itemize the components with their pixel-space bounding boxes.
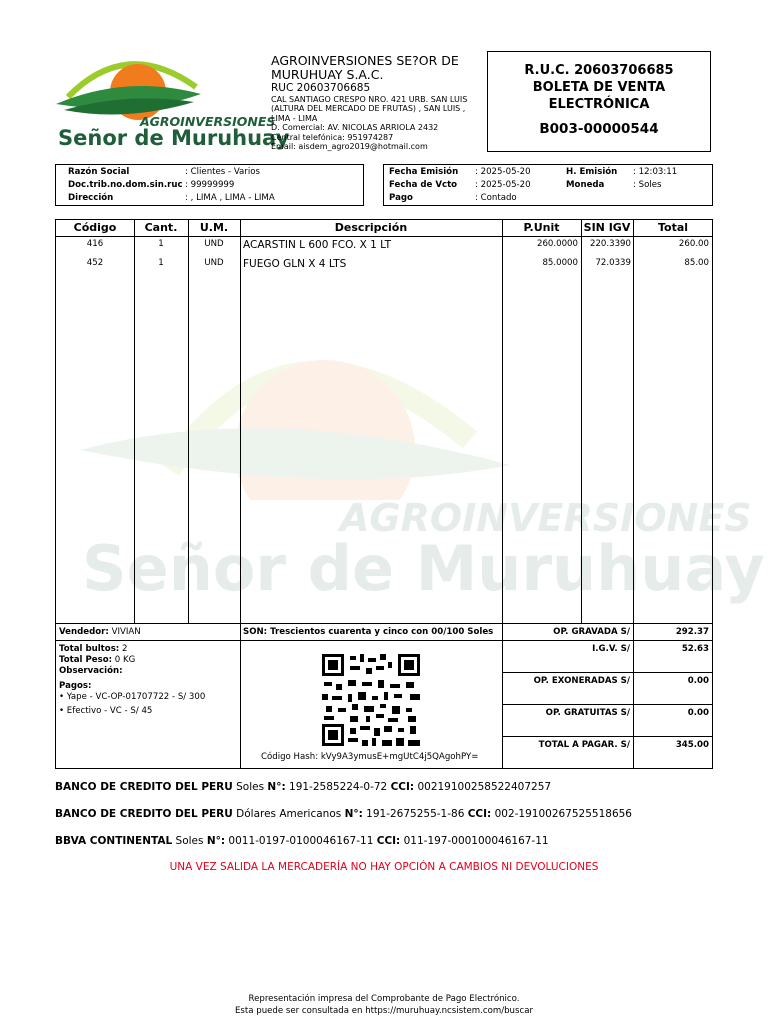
peso-label: Total Peso: [59,655,113,665]
client-box [55,164,364,206]
bank-cci-label: CCI: [467,808,492,820]
row-descripcion: FUEGO GLN X 4 LTS [243,258,347,270]
vendedor-label: Vendedor: [59,627,109,637]
document-number: B003-00000544 [539,121,659,137]
bank-n-label: N°: [206,835,226,847]
bank-currency: Soles [236,781,265,793]
bank-name: BBVA CONTINENTAL [55,835,173,847]
vendedor [59,627,141,637]
watermark-text-line2: Señor de Muruhuay [82,532,765,605]
amount-in-words: SON: Trescientos cuarenta y cinco con 00/100 Soles [243,627,494,637]
vendedor-value: VIVIAN [111,627,141,637]
bank-cci: 002-19100267525518656 [494,808,632,820]
items-table [55,219,713,624]
logo-text-line2: Señor de Muruhuay [58,126,290,150]
hora-emision-value: : 12:03:11 [633,167,678,177]
row-codigo: 416 [86,239,104,249]
row-punit: 85.0000 [542,258,578,268]
op-exoneradas-value: 0.00 [687,676,709,686]
razon-label: Razón Social [68,167,130,177]
footer-line2: Esta puede ser consultada en https://muruhuay.ncsistem.com/buscar [234,1006,534,1016]
row-punit: 260.0000 [536,239,578,249]
logo-text-line1: AGROINVERSIONES [140,114,276,129]
company-info [271,54,486,151]
company-phone: Central telefónica: 951974287 [271,132,394,142]
document-type-line2: ELECTRÓNICA [548,97,650,112]
total-pagar-value: 345.00 [675,740,709,750]
header-codigo: Código [73,221,117,234]
bank-cci-label: CCI: [390,781,415,793]
company-logo [56,52,290,152]
bank-currency: Dólares Americanos [236,808,342,820]
row-um: UND [204,239,224,249]
bank-n-label: N°: [344,808,363,820]
bultos-value: 2 [121,644,128,654]
igv-value: 52.63 [681,644,709,654]
header-punit: P.Unit [523,221,560,234]
op-gratuitas-value: 0.00 [687,708,709,718]
codigo-hash: Código Hash: kVy9A3ymusE+mgUtC4j5QAgohPY= [261,752,479,762]
footer-line1: Representación impresa del Comprobante de Pago Electrónico. [248,994,520,1004]
fecha-emision-label: Fecha Emisión [389,167,459,177]
dates-box [383,164,713,206]
moneda-label: Moneda [566,180,605,190]
total-pagar-label: TOTAL A PAGAR. S/ [538,740,630,750]
bank-account: 0011-0197-0100046167-11 [228,835,374,847]
document-type-line1: BOLETA DE VENTA [532,80,666,95]
row-total: 260.00 [678,239,709,249]
document-ruc: R.U.C. 20603706685 [524,63,674,78]
row-cant: 1 [158,258,164,268]
bank-cci: 00219100258522407257 [417,781,552,793]
document-box [487,51,711,152]
bank-name: BANCO DE CREDITO DEL PERU [55,781,233,793]
bank-name: BANCO DE CREDITO DEL PERU [55,808,233,820]
row-um: UND [204,258,224,268]
direccion-label: Dirección [68,193,114,203]
header-sin-igv: SIN IGV [583,221,631,234]
row-sin-igv: 72.0339 [595,258,631,268]
bank-account: 191-2675255-1-86 [366,808,465,820]
company-name: AGROINVERSIONES SE?OR DE MURUHUAY S.A.C. [271,53,459,82]
razon-value: : Clientes - Varios [185,167,260,177]
header-cant: Cant. [144,221,178,234]
header-um: U.M. [199,221,229,234]
pago-label: Pago [389,193,413,203]
company-email: Email: aisdem_agro2019@hotmail.com [271,142,428,152]
company-commercial-address: D. Comercial: AV. NICOLAS ARRIOLA 2432 [271,123,439,133]
row-total: 85.00 [684,258,709,268]
warning-text: UNA VEZ SALIDA LA MERCADERÍA NO HAY OPCIÓN A CAMBIOS NI DEVOLUCIONES [169,861,599,873]
qr-code [322,654,420,746]
bank-account: 191-2585224-0-72 [289,781,388,793]
footer [0,993,768,1017]
bank-line [55,835,549,847]
header-total: Total [657,221,689,234]
header-descripcion: Descripción [334,221,408,234]
moneda-value: : Soles [633,180,662,190]
row-codigo: 452 [86,258,104,268]
pagos-label: Pagos: [59,681,92,691]
hora-emision-label: H. Emisión [566,167,618,177]
fecha-vcto-label: Fecha de Vcto [389,180,458,190]
row-descripcion: ACARSTIN L 600 FCO. X 1 LT [243,239,391,251]
doc-label: Doc.trib.no.dom.sin.ruc [68,180,183,190]
company-address: CAL SANTIAGO CRESPO NRO. 421 URB. SAN LUIS (ALTURA DEL MERCADO DE FRUTAS) , SAN LUIS , LIMA - LIMA [271,95,468,123]
op-exoneradas-label: OP. EXONERADAS S/ [533,676,630,686]
fecha-vcto-value: : 2025-05-20 [475,180,531,190]
total-bultos [59,644,127,654]
bank-n-label: N°: [267,781,286,793]
company-ruc: RUC 20603706685 [271,82,371,94]
fecha-emision-value: : 2025-05-20 [475,167,531,177]
row-sin-igv: 220.3390 [589,239,631,249]
watermark-text-line1: AGROINVERSIONES [340,496,752,540]
pago-value: : Contado [475,193,517,203]
op-gravada-value: 292.37 [675,627,709,637]
igv-label: I.G.V. S/ [592,644,630,654]
bank-line [55,808,632,820]
bank-currency: Soles [175,835,204,847]
peso-value: 0 KG [114,655,136,665]
op-gratuitas-label: OP. GRATUITAS S/ [545,708,630,718]
op-gravada-label: OP. GRAVADA S/ [553,627,630,637]
pago-item: • Efectivo - VC - S/ 45 [59,706,153,716]
pago-item: • Yape - VC-OP-01707722 - S/ 300 [59,692,206,702]
row-cant: 1 [158,239,164,249]
direccion-value: : , LIMA , LIMA - LIMA [185,193,275,203]
bank-cci: 011-197-000100046167-11 [403,835,549,847]
summary-box [55,624,713,769]
bank-line [55,781,551,793]
observacion-label: Observación: [59,666,123,676]
bank-cci-label: CCI: [376,835,401,847]
doc-value: : 99999999 [185,180,235,190]
total-peso [59,655,135,665]
bultos-label: Total bultos: [59,644,120,654]
